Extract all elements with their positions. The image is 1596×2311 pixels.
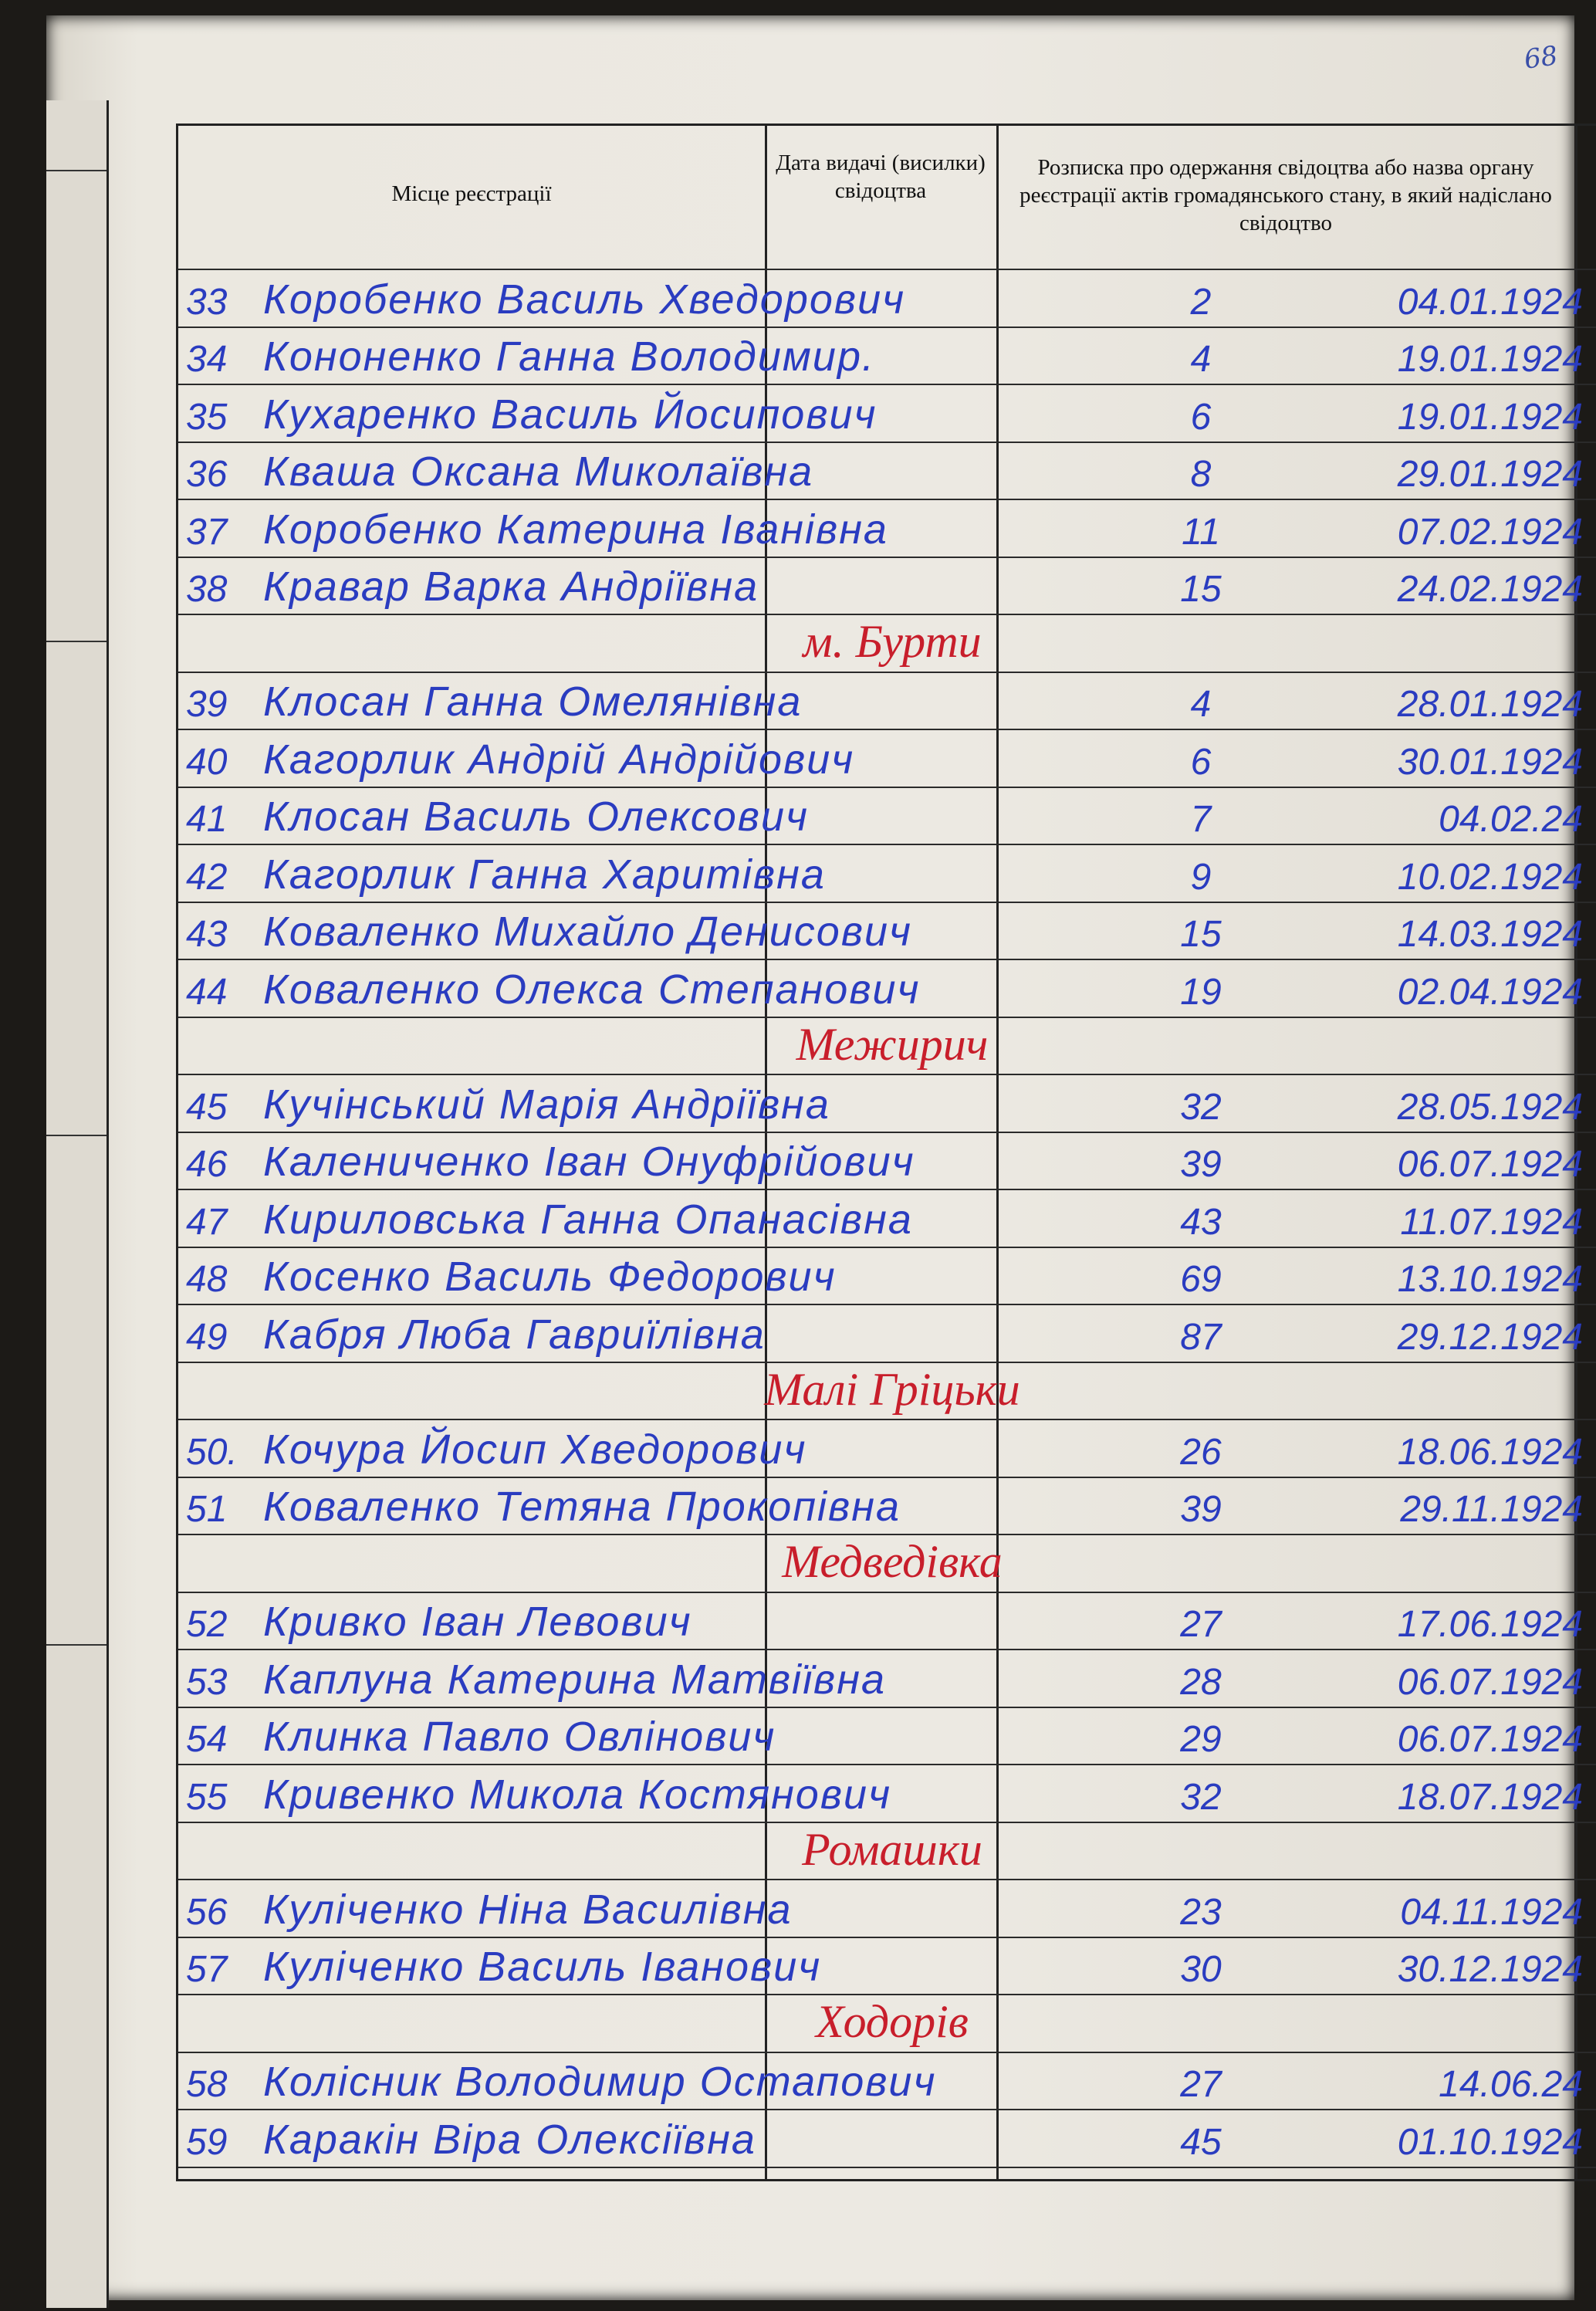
certificate-number: 4 [1190,684,1212,725]
issue-date: 01.10.1924 [1397,2121,1583,2163]
table-row [178,557,1596,614]
entry-number: 48 [186,1259,228,1300]
certificate-number: 43 [1180,1201,1222,1243]
entry-number: 55 [186,1776,228,1818]
entry-number: 36 [186,454,228,495]
row-divider [178,1189,1596,1190]
issue-date: 24.02.1924 [1397,569,1583,610]
person-name: Кагорлик Ганна Харитівна [263,851,826,898]
row-divider [178,2109,1596,2110]
table-row [178,384,1596,442]
certificate-number: 26 [1180,1431,1222,1473]
table-row [178,1419,1596,1477]
person-name: Каплуна Катерина Матвіївна [263,1656,886,1703]
entry-number: 44 [186,971,228,1013]
table-row [178,1189,1596,1247]
issue-date: 04.02.24 [1439,799,1583,840]
previous-page-edge [46,100,109,2308]
row-divider [178,1764,1596,1765]
table-row [178,327,1596,384]
row-divider [178,787,1596,788]
row-divider [178,1879,1596,1880]
person-name: Кочура Йосип Хведорович [263,1426,807,1473]
row-divider [178,729,1596,730]
certificate-number: 27 [1180,1604,1222,1645]
entry-number: 53 [186,1661,228,1703]
table-row [178,442,1596,499]
table-row [178,499,1596,557]
person-name: Кабря Люба Гавриїлівна [263,1311,766,1358]
entry-number: 35 [186,396,228,438]
table-row [178,1764,1596,1822]
village-heading: Межирич [796,1018,989,1070]
person-name: Кучінський Марія Андріївна [263,1081,830,1128]
table-row [178,729,1596,787]
issue-date: 19.01.1924 [1397,339,1583,380]
entry-number: 47 [186,1201,228,1243]
issue-date: 30.12.1924 [1397,1949,1583,1990]
person-name: Косенко Василь Федорович [263,1254,837,1300]
entry-number: 57 [186,1949,228,1990]
register-table [176,124,1596,2181]
row-divider [178,1994,1596,1995]
issue-date: 06.07.1924 [1397,1661,1583,1703]
entry-number: 41 [186,799,228,840]
village-heading: Ромашки [802,1823,982,1875]
person-name: Кононенко Ганна Володимир. [263,333,875,380]
row-divider [178,959,1596,960]
entry-number: 33 [186,281,228,323]
village-heading: Медведівка [782,1536,1003,1587]
person-name: Калениченко Іван Онуфрійович [263,1139,915,1185]
certificate-number: 8 [1190,454,1212,495]
row-divider [178,844,1596,845]
page-number: 68 [1522,40,1560,76]
header-place: Місце реєстрації [391,181,552,206]
issue-date: 06.07.1924 [1397,1144,1583,1185]
entry-number: 40 [186,741,228,783]
person-name: Коваленко Олекса Степанович [263,966,921,1013]
entry-number: 50. [186,1431,238,1473]
person-name: Куліченко Василь Іванович [263,1944,822,1990]
issue-date: 11.07.1924 [1400,1201,1583,1243]
row-divider [178,614,1596,615]
row-divider [178,1649,1596,1650]
row-divider [178,1247,1596,1248]
table-row [178,1304,1596,1362]
person-name: Кагорлик Андрій Андрійович [263,736,855,783]
row-divider [178,557,1596,558]
row-divider [178,269,1596,270]
certificate-number: 87 [1180,1316,1222,1358]
certificate-number: 32 [1180,1086,1222,1128]
entry-number: 42 [186,856,228,898]
certificate-number: 29 [1180,1719,1222,1760]
person-name: Коробенко Василь Хведорович [263,276,906,323]
certificate-number: 15 [1180,914,1222,955]
issue-date: 19.01.1924 [1397,396,1583,438]
table-row [178,959,1596,1017]
village-heading: Ходорів [816,1996,969,2047]
person-name: Клосан Василь Олексович [263,793,809,840]
table-row [178,2109,1596,2167]
person-name: Клинка Павло Овлінович [263,1714,776,1760]
table-row [178,269,1596,327]
issue-date: 14.06.24 [1439,2064,1583,2105]
row-divider [178,1822,1596,1823]
certificate-number: 39 [1180,1144,1222,1185]
row-divider [178,1017,1596,1018]
table-row [178,1649,1596,1707]
certificate-number: 6 [1190,741,1212,783]
person-name: Кривенко Микола Костянович [263,1771,892,1818]
row-divider [178,1477,1596,1478]
certificate-number: 19 [1180,971,1222,1013]
entry-number: 56 [186,1891,228,1933]
certificate-number: 28 [1180,1661,1222,1703]
header-date-issued: Дата видачі (висилки) свідоцтва [776,151,986,203]
entry-number: 38 [186,569,228,610]
certificate-number: 30 [1180,1949,1222,1990]
row-divider [178,1707,1596,1708]
issue-date: 06.07.1924 [1397,1719,1583,1760]
entry-number: 34 [186,339,228,380]
issue-date: 04.01.1924 [1397,281,1583,323]
entry-number: 37 [186,511,228,553]
issue-date: 13.10.1924 [1397,1259,1583,1300]
table-row [178,1074,1596,1132]
issue-date: 18.07.1924 [1397,1776,1583,1818]
table-row [178,902,1596,959]
person-name: Кваша Оксана Миколаївна [263,448,814,495]
table-row [178,1879,1596,1937]
table-row [178,1132,1596,1189]
entry-number: 39 [186,684,228,725]
row-divider [178,1304,1596,1305]
entry-number: 54 [186,1719,228,1760]
entry-number: 58 [186,2064,228,2105]
row-divider [178,442,1596,443]
certificate-number: 6 [1190,396,1212,438]
row-divider [178,1419,1596,1420]
certificate-number: 23 [1180,1891,1222,1933]
certificate-number: 69 [1180,1259,1222,1300]
table-row [178,2052,1596,2110]
issue-date: 14.03.1924 [1397,914,1583,955]
village-heading: Малі Гріцьки [764,1363,1020,1415]
issue-date: 07.02.1924 [1397,511,1583,553]
certificate-number: 32 [1180,1776,1222,1818]
issue-date: 30.01.1924 [1397,741,1583,783]
table-row [178,1937,1596,1995]
issue-date: 10.02.1924 [1397,856,1583,898]
person-name: Коваленко Михайло Денисович [263,908,912,955]
row-divider [178,902,1596,903]
person-name: Кухаренко Василь Йосипович [263,391,877,438]
row-divider [178,327,1596,328]
entry-number: 49 [186,1316,228,1358]
person-name: Кравар Варка Андріївна [263,563,759,610]
certificate-number: 7 [1190,799,1212,840]
certificate-number: 45 [1180,2121,1222,2163]
table-row [178,1247,1596,1304]
table-row [178,1707,1596,1765]
certificate-number: 15 [1180,569,1222,610]
row-divider [178,2167,1596,2168]
table-row [178,787,1596,844]
entry-number: 46 [186,1144,228,1185]
row-divider [178,499,1596,500]
entry-number: 51 [186,1489,228,1530]
person-name: Куліченко Ніна Василівна [263,1886,793,1933]
issue-date: 29.12.1924 [1397,1316,1583,1358]
row-divider [178,384,1596,385]
person-name: Каракін Віра Олексіївна [263,2116,756,2163]
row-divider [178,1937,1596,1938]
table-row [178,672,1596,729]
register-page [46,15,1583,2300]
table-row [178,1592,1596,1650]
issue-date: 17.06.1924 [1397,1604,1583,1645]
person-name: Клосан Ганна Омелянівна [263,678,803,725]
row-divider [178,1074,1596,1075]
table-row [178,1477,1596,1534]
village-heading: м. Бурти [803,616,982,667]
table-row [178,844,1596,902]
certificate-number: 2 [1190,281,1212,323]
certificate-number: 11 [1182,511,1220,553]
row-divider [178,2052,1596,2053]
person-name: Кривко Іван Левович [263,1599,692,1645]
entry-number: 52 [186,1604,228,1645]
issue-date: 29.01.1924 [1397,454,1583,495]
issue-date: 28.05.1924 [1397,1086,1583,1128]
person-name: Колісник Володимир Остапович [263,2059,937,2105]
person-name: Коваленко Тетяна Прокопівна [263,1484,901,1530]
header-receipt: Розписка про одержання свідоцтва або назва органу реєстрації актів громадянського стану, в який надіслано свідоцтво [1019,155,1552,235]
entry-number: 43 [186,914,228,955]
issue-date: 02.04.1924 [1397,971,1583,1013]
person-name: Коробенко Катерина Іванівна [263,506,888,553]
row-divider [178,1534,1596,1535]
row-divider [178,672,1596,673]
entry-number: 59 [186,2121,228,2163]
row-divider [178,1362,1596,1363]
person-name: Кириловська Ганна Опанасівна [263,1196,913,1243]
issue-date: 28.01.1924 [1397,684,1583,725]
certificate-number: 27 [1180,2064,1222,2105]
row-divider [178,1592,1596,1593]
certificate-number: 9 [1190,856,1212,898]
entry-number: 45 [186,1086,228,1128]
issue-date: 29.11.1924 [1400,1489,1583,1530]
certificate-number: 39 [1180,1489,1222,1530]
certificate-number: 4 [1190,339,1212,380]
row-divider [178,1132,1596,1133]
issue-date: 18.06.1924 [1397,1431,1583,1473]
issue-date: 04.11.1924 [1400,1891,1583,1933]
